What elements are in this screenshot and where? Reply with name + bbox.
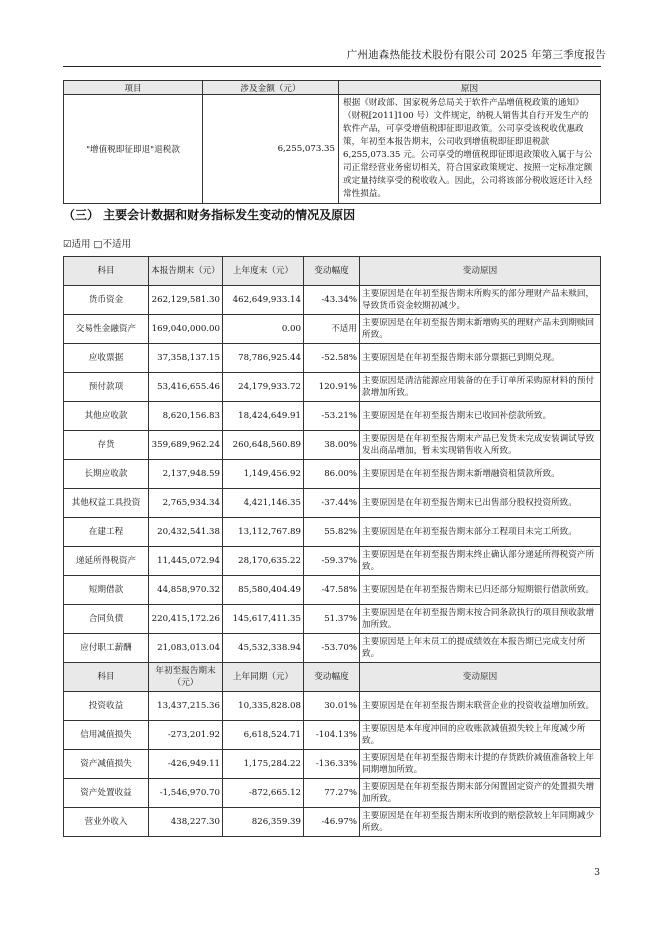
row-change-reason: 主要原因是在年初至报告期末按合同条款执行的项目预收款增加所致。 — [360, 605, 601, 634]
row-change-reason: 主要原因是在年初至报告期末已收回补偿款所致。 — [360, 402, 601, 431]
table-row — [64, 373, 601, 402]
row-current-value: -1,546,970.70 — [149, 779, 223, 808]
row-previous-value: 28,170,635.22 — [223, 547, 304, 576]
row-change-rate: 77.27% — [304, 779, 360, 808]
row-subject: 合同负债 — [64, 605, 149, 634]
row-change-reason: 主要原因是在年初至报告期末产品已发货未完成安装调试导致发出商品增加，暂未实现销售收入所致。 — [360, 431, 601, 460]
row-previous-value: 18,424,649.91 — [223, 402, 304, 431]
table-row — [64, 460, 601, 489]
row-subject: 资产处置收益 — [64, 779, 149, 808]
table-row — [64, 634, 601, 663]
row-change-reason: 主要原因是在年初至报告期末新增购买的理财产品未到期赎回所致。 — [360, 315, 601, 344]
table-row — [64, 750, 601, 779]
row-change-reason: 主要原因是上年末员工的提成绩效在本报告期已完成支付所致。 — [360, 634, 601, 663]
applicable-checkbox-label: ☑适用 □不适用 — [63, 239, 132, 250]
header2-reason: 变动原因 — [360, 663, 601, 692]
row-change-rate: -59.37% — [304, 547, 360, 576]
table-row — [64, 721, 601, 750]
tax-table-header-row — [64, 81, 601, 95]
row-subject: 长期应收款 — [64, 460, 149, 489]
row-current-value: 2,765,934.34 — [149, 489, 223, 518]
row-subject: 营业外收入 — [64, 808, 149, 837]
table-row — [64, 286, 601, 315]
tax-col-reason: 原因 — [339, 81, 601, 95]
row-previous-value: 1,175,284.22 — [223, 750, 304, 779]
row-previous-value: 10,335,828.08 — [223, 692, 304, 721]
table-row — [64, 344, 601, 373]
row-subject: 其他权益工具投资 — [64, 489, 149, 518]
row-subject: 信用减值损失 — [64, 721, 149, 750]
row-current-value: -273,201.92 — [149, 721, 223, 750]
row-current-value: 13,437,215.36 — [149, 692, 223, 721]
row-subject: 在建工程 — [64, 518, 149, 547]
row-previous-value: 1,149,456.92 — [223, 460, 304, 489]
header2-previous: 上年同期（元） — [223, 663, 304, 692]
header-change: 变动幅度 — [304, 257, 360, 286]
table-row — [64, 779, 601, 808]
table-row — [64, 576, 601, 605]
row-current-value: 169,040,000.00 — [149, 315, 223, 344]
row-subject: 交易性金融资产 — [64, 315, 149, 344]
row-previous-value: 826,359.39 — [223, 808, 304, 837]
tax-table-row — [64, 95, 601, 204]
row-current-value: 438,227.30 — [149, 808, 223, 837]
row-previous-value: 78,786,925.44 — [223, 344, 304, 373]
row-change-reason: 主要原因是在年初至报告期末新增融资租赁款所致。 — [360, 460, 601, 489]
row-current-value: 21,083,013.04 — [149, 634, 223, 663]
header2-subject: 科目 — [64, 663, 149, 692]
row-previous-value: 0.00 — [223, 315, 304, 344]
tax-reason: 根据《财政部、国家税务总局关于软件产品增值税政策的通知》（财税[2011]100 号）文件规定，纳税人销售其自行开发生产的软件产品，可享受增值税即征即退政策。公司享受该税收优惠政策，年初至本报告期末，公司收到增值税即征即退税款 6,255,073.35 元。公司享受的增值税即征即退政策收入属于与公司正常经营业务密切相关，符合国家政策规定、按照一定标准定额或定量持续享受的税收收入。因此，公司将该部分税收返还计入经常性损益。 — [339, 95, 601, 204]
page-number: 3 — [594, 868, 600, 878]
header-divider — [63, 66, 601, 67]
row-change-rate: 不适用 — [304, 315, 360, 344]
row-change-reason: 主要原因是在年初至报告期末计提的存货跌价减值准备较上年同期增加所致。 — [360, 750, 601, 779]
row-subject: 其他应收款 — [64, 402, 149, 431]
row-change-rate: -37.44% — [304, 489, 360, 518]
row-change-rate: -53.21% — [304, 402, 360, 431]
row-subject: 应付职工薪酬 — [64, 634, 149, 663]
row-current-value: 220,415,172.26 — [149, 605, 223, 634]
financial-changes-table — [63, 256, 601, 837]
row-change-rate: -46.97% — [304, 808, 360, 837]
report-header-title: 广州迪森热能技术股份有限公司 2025 年第三季度报告 — [346, 49, 606, 61]
table-row — [64, 489, 601, 518]
row-subject: 短期借款 — [64, 576, 149, 605]
row-previous-value: 462,649,933.14 — [223, 286, 304, 315]
row-current-value: 262,129,581.30 — [149, 286, 223, 315]
changes-header-row — [64, 257, 601, 286]
income-header-row — [64, 663, 601, 692]
header-subject: 科目 — [64, 257, 149, 286]
row-change-reason: 主要原因是在年初至报告期末联营企业的投资收益增加所致。 — [360, 692, 601, 721]
row-change-reason: 主要原因是在年初至报告期末部分票据已到期兑现。 — [360, 344, 601, 373]
table-row — [64, 518, 601, 547]
row-current-value: 20,432,541.38 — [149, 518, 223, 547]
section-title: （三） 主要会计数据和财务指标发生变动的情况及原因 — [63, 208, 356, 222]
row-previous-value: 145,617,411.35 — [223, 605, 304, 634]
row-previous-value: 13,112,767.89 — [223, 518, 304, 547]
row-previous-value: 85,580,404.49 — [223, 576, 304, 605]
row-previous-value: -872,665.12 — [223, 779, 304, 808]
row-change-rate: 55.82% — [304, 518, 360, 547]
row-change-rate: -136.33% — [304, 750, 360, 779]
row-change-reason: 主要原因是在年初至报告期末部分工程项目未完工所致。 — [360, 518, 601, 547]
tax-col-item: 项目 — [64, 81, 203, 95]
row-change-reason: 主要原因是在年初至报告期末所收到的赔偿款较上年同期减少所致。 — [360, 808, 601, 837]
tax-col-amount: 涉及金额（元） — [203, 81, 339, 95]
row-change-reason: 主要原因是在年初至报告期末部分闲置固定资产的处置损失增加所致。 — [360, 779, 601, 808]
row-subject: 货币资金 — [64, 286, 149, 315]
header-current: 本报告期末（元） — [149, 257, 223, 286]
row-subject: 存货 — [64, 431, 149, 460]
table-row — [64, 808, 601, 837]
row-change-rate: 120.91% — [304, 373, 360, 402]
row-subject: 递延所得税资产 — [64, 547, 149, 576]
row-change-rate: -52.58% — [304, 344, 360, 373]
table-row — [64, 605, 601, 634]
row-subject: 应收票据 — [64, 344, 149, 373]
row-current-value: 8,620,156.83 — [149, 402, 223, 431]
row-change-reason: 主要原因是在年初至报告期末终止确认部分递延所得税资产所致。 — [360, 547, 601, 576]
row-change-reason: 主要原因是在年初至报告期末已归还部分短期银行借款所致。 — [360, 576, 601, 605]
row-previous-value: 260,648,560.89 — [223, 431, 304, 460]
row-current-value: 53,416,655.46 — [149, 373, 223, 402]
header2-current: 年初至报告期末（元） — [149, 663, 223, 692]
row-change-rate: 86.00% — [304, 460, 360, 489]
header2-change: 变动幅度 — [304, 663, 360, 692]
table-row — [64, 431, 601, 460]
table-row — [64, 402, 601, 431]
tax-refund-table — [63, 80, 601, 204]
row-previous-value: 4,421,146.35 — [223, 489, 304, 518]
tax-amount: 6,255,073.35 — [203, 95, 339, 204]
tax-item: "增值税即征即退"退税款 — [64, 95, 203, 204]
header-previous: 上年度末（元） — [223, 257, 304, 286]
row-change-rate: 30.01% — [304, 692, 360, 721]
table-row — [64, 692, 601, 721]
row-change-rate: -43.34% — [304, 286, 360, 315]
table-row — [64, 315, 601, 344]
row-previous-value: 6,618,524.71 — [223, 721, 304, 750]
row-change-reason: 主要原因是在年初至报告期末已出售部分股权投资所致。 — [360, 489, 601, 518]
table-row — [64, 547, 601, 576]
row-change-reason: 主要原因是本年度冲回的应收账款减值损失较上年度减少所致。 — [360, 721, 601, 750]
row-change-rate: -47.58% — [304, 576, 360, 605]
row-change-rate: -53.70% — [304, 634, 360, 663]
row-previous-value: 24,179,933.72 — [223, 373, 304, 402]
header-reason: 变动原因 — [360, 257, 601, 286]
row-change-rate: -104.13% — [304, 721, 360, 750]
row-change-reason: 主要原因是在年初至报告期末所购买的部分理财产品未赎回，导致货币资金较期初减少。 — [360, 286, 601, 315]
row-change-rate: 51.37% — [304, 605, 360, 634]
row-current-value: 11,445,072.94 — [149, 547, 223, 576]
row-current-value: 2,137,948.59 — [149, 460, 223, 489]
row-subject: 投资收益 — [64, 692, 149, 721]
row-current-value: 37,358,137.15 — [149, 344, 223, 373]
row-current-value: 44,858,970.32 — [149, 576, 223, 605]
row-current-value: 359,689,962.24 — [149, 431, 223, 460]
row-current-value: -426,949.11 — [149, 750, 223, 779]
row-subject: 资产减值损失 — [64, 750, 149, 779]
row-previous-value: 45,532,338.94 — [223, 634, 304, 663]
row-change-reason: 主要原因是清洁能源应用装备的在手订单所采购原材料的预付款增加所致。 — [360, 373, 601, 402]
row-subject: 预付款项 — [64, 373, 149, 402]
row-change-rate: 38.00% — [304, 431, 360, 460]
